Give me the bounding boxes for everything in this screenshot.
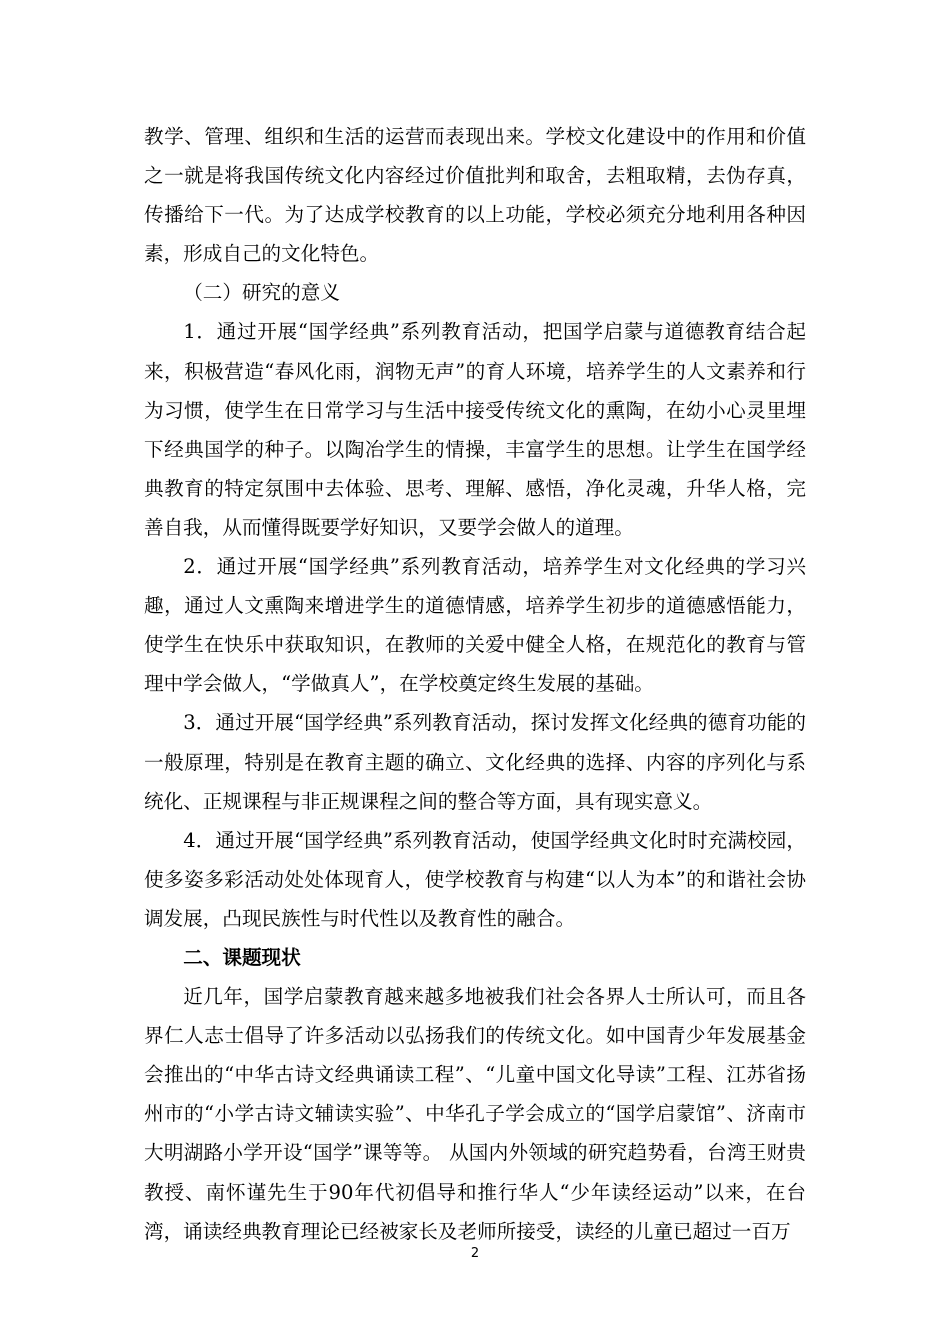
section-subheading: （二）研究的意义 [183,281,340,305]
body-paragraph: 4．通过开展“国学经典”系列教育活动，使国学经典文化时时充满校园，使多姿多彩活动处处体现育人，使学校教育与构建“以人为本”的和谐社会协调发展，凸现民族性与时代性以及教育性的融合。 [144,828,806,930]
body-paragraph: 3．通过开展“国学经典”系列教育活动，探讨发挥文化经典的德育功能的一般原理，特别是在教育主题的确立、文化经典的选择、内容的序列化与系统化、正规课程与非正规课程之间的整合等方面，具有现实意义。 [144,711,806,813]
body-paragraph: 2．通过开展“国学经典”系列教育活动，培养学生对文化经典的学习兴趣，通过人文熏陶来增进学生的道德情感，培养学生初步的道德感悟能力，使学生在快乐中获取知识，在教师的关爱中健全人格，在规范化的教育与管理中学会做人，“学做真人”，在学校奠定终生发展的基础。 [144,555,806,696]
page-number: 2 [470,1246,480,1261]
section-heading: 二、课题现状 [183,945,301,969]
body-paragraph: 近几年，国学启蒙教育越来越多地被我们社会各界人士所认可，而且各界仁人志士倡导了许多活动以弘扬我们的传统文化。如中国青少年发展基金会推出的“中华古诗文经典诵读工程”、“儿童中国文化导读”工程、江苏省扬州市的“小学古诗文辅读实验”、中华孔子学会成立的“国学启蒙馆”、济南市大明湖路小学开设“国学”课等等。 从国内外领域的研究趋势看，台湾王财贵教授、南怀谨先生于90年代初倡导和推行华人“少年读经运动”以来，在台湾，诵读经典教育理论已经被家长及老师所接受，读经的儿童已超过一百万 [144,985,806,1243]
body-paragraph: 教学、管理、组织和生活的运营而表现出来。学校文化建设中的作用和价值之一就是将我国传统文化内容经过价值批判和取舍，去粗取精，去伪存真，传播给下一代。为了达成学校教育的以上功能，学校必须充分地利用各种因素，形成自己的文化特色。 [144,125,806,266]
document-body [144,117,806,1251]
body-paragraph: 1．通过开展“国学经典”系列教育活动，把国学启蒙与道德教育结合起来，积极营造“春风化雨，润物无声”的育人环境，培养学生的人文素养和行为习惯，使学生在日常学习与生活中接受传统文化的熏陶，在幼小心灵里埋下经典国学的种子。以陶冶学生的情操，丰富学生的思想。让学生在国学经典教育的特定氛围中去体验、思考、理解、感悟，净化灵魂，升华人格，完善自我，从而懂得既要学好知识，又要学会做人的道理。 [144,320,806,539]
